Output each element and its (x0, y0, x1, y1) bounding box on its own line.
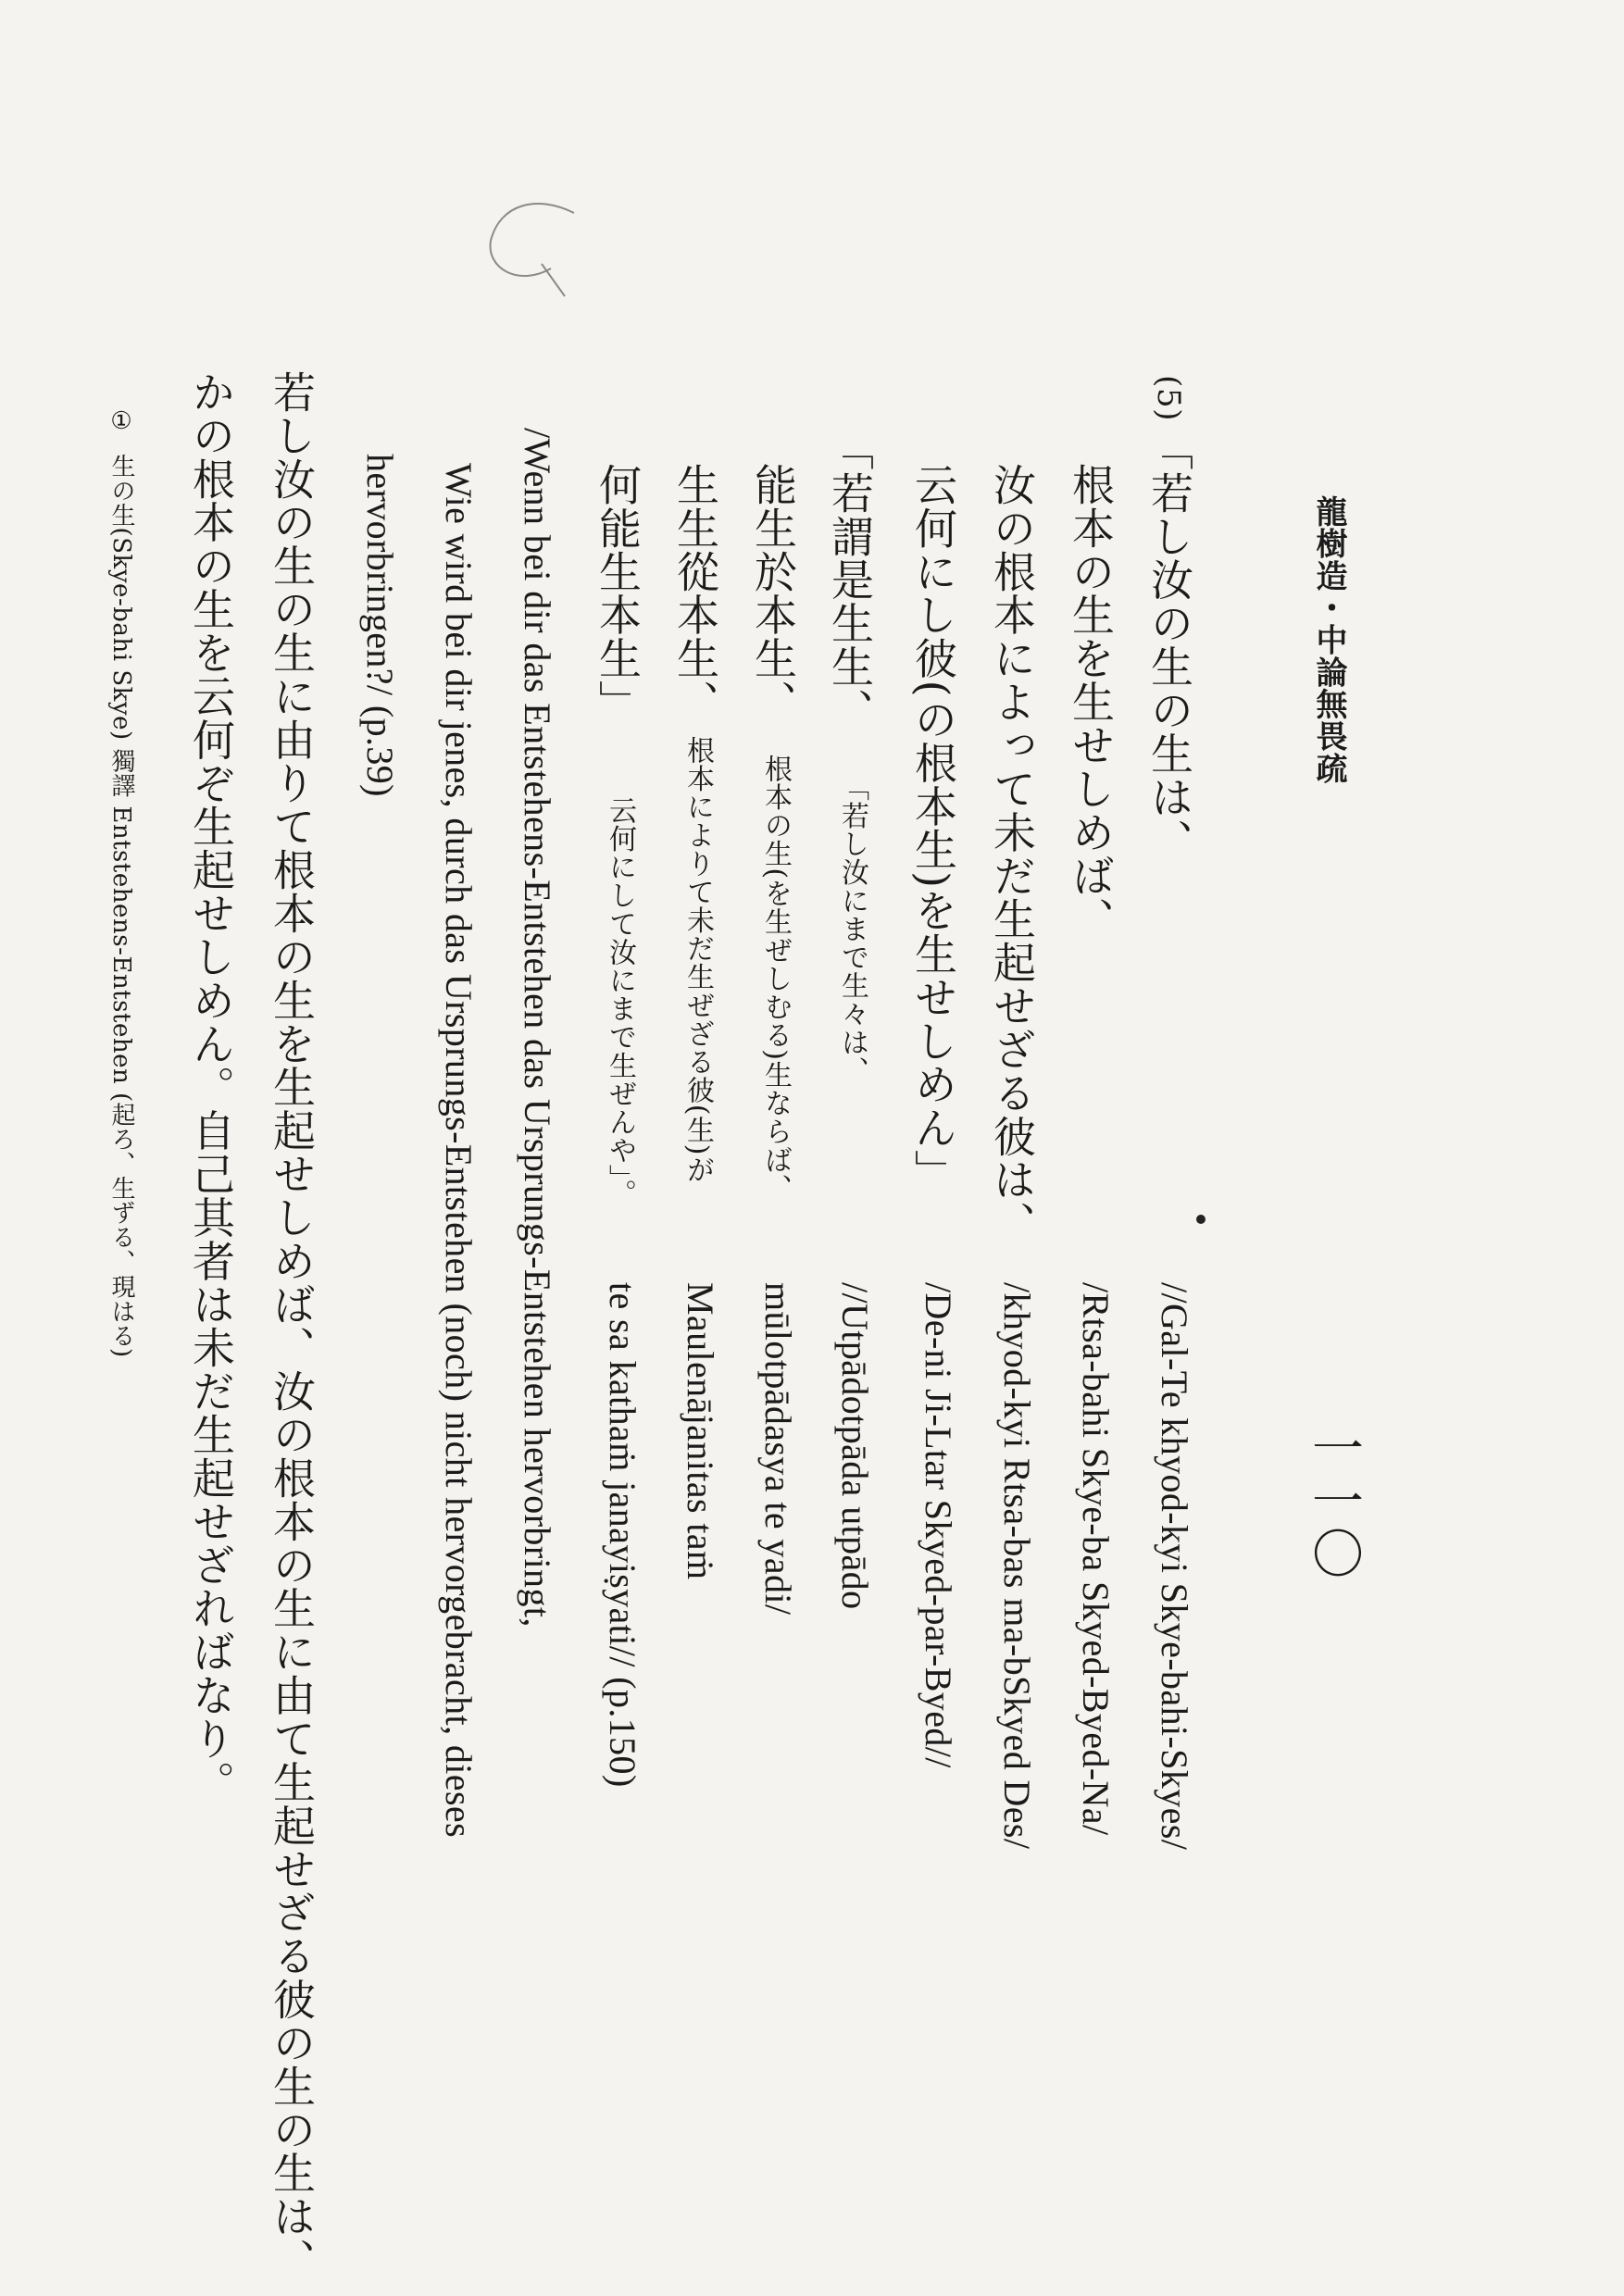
sanskrit-line-3: Maulenājanitas taṁ (680, 1282, 721, 1580)
japanese-verse-line-3: 汝の根本によって未だ生起せざる彼は、 (987, 463, 1037, 1245)
tibetan-line-1: //Gal-Te khyod-kyi Skye-bahi-Skyes/ (1154, 1282, 1195, 1851)
pencil-mark-icon (463, 185, 602, 315)
tibetan-line-4: /De-ni Ji-Ltar Skyed-par-Byed// (918, 1282, 959, 1768)
chinese-gloss-3: 根本によりて未だ生ぜざる彼(生)が (681, 736, 714, 1184)
chinese-verse-line-4: 何能生本生」 (593, 463, 643, 724)
ink-dot (1196, 1215, 1206, 1224)
chinese-verse-line-1: 「若謂是生生、 (825, 428, 875, 732)
japanese-verse-line-2: 根本の生を生せしめば、 (1066, 463, 1116, 942)
sanskrit-line-4: te sa kathaṁ janayiṣyati// (p.150) (602, 1282, 643, 1788)
japanese-verse-line-1: 「若し汝の生の生は、 (1144, 428, 1194, 863)
german-line-2: Wie wird bei dir jenes, durch das Ursprungs-Entstehen (noch) nicht hervorgebracht, dieses (438, 463, 480, 1839)
section-number: (5) (1150, 375, 1187, 422)
chinese-gloss-1: 「若し汝にまで生々は、 (836, 773, 868, 1085)
running-title: 龍樹造・中論無畏疏 (1310, 495, 1347, 785)
sanskrit-line-2: mūlotpādasya te yadi/ (757, 1282, 799, 1616)
chinese-verse-line-3: 生生從本生、 (670, 463, 720, 724)
chinese-gloss-2: 根本の生(を生ぜしむる)生ならば、 (759, 755, 792, 1203)
commentary-line-1: 若し汝の生の生に由りて根本の生を生起せしめば、汝の根本の生に由て生起せざる彼の生の生は、 (267, 370, 317, 2282)
page-number: 一一〇 (1304, 1421, 1364, 1580)
tibetan-line-2: /Rtsa-bahi Skye-ba Skyed-Byed-Na/ (1075, 1282, 1117, 1836)
chinese-verse-line-2: 能生於本生、 (748, 463, 798, 724)
tibetan-line-3: /khyod-kyi Rtsa-bas ma-bSkyed Des/ (996, 1282, 1038, 1850)
sanskrit-line-1: //Utpādotpāda utpādo (834, 1282, 876, 1610)
japanese-verse-line-4: 云何にし彼(の根本生)を生せしめん」 (908, 463, 958, 1193)
footnote-marker: ① (107, 407, 135, 436)
chinese-gloss-4: 云何にして汝にまで生ぜんや」。 (604, 796, 636, 1207)
footnote-text: 生の生(Skye-bahi Skye) 獨譯 Entstehens-Entstehen (起ろ、生ずる、現はる) (107, 454, 135, 1358)
german-line-1: /Wenn bei dir das Entstehens-Entstehen das Ursprungs-Entstehen hervorbringt, (517, 428, 558, 1628)
commentary-line-2: かの根本の生を云何ぞ生起せしめん。自己其者は未だ生起せざればなり。 (186, 370, 236, 1804)
german-line-3: hervorbringen?/ (p.39) (359, 454, 401, 797)
